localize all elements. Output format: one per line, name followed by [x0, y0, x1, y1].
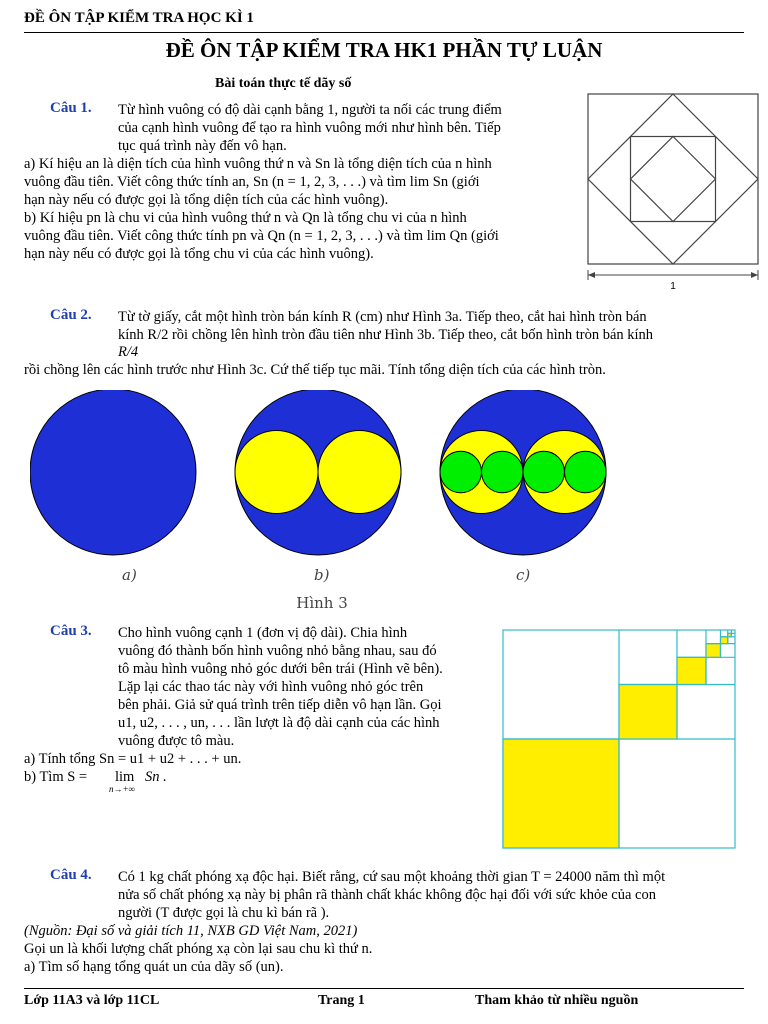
q3-line7: vuông được tô màu.: [118, 733, 235, 749]
q3-line6: u1, u2, . . . , un, . . . lần lượt là độ dài cạnh của các hình: [118, 715, 440, 731]
q1-a-line3: hạn này nếu có được gọi là tổng diện tích của các hình vuông).: [24, 192, 389, 208]
circle-a-big: [30, 390, 196, 555]
q4-line1: Có 1 kg chất phóng xạ độc hại. Biết rằng, cứ sau một khoảng thời gian T = 24000 năm thì một: [118, 869, 666, 885]
caption-c: c): [516, 566, 531, 584]
header-rule: [24, 32, 744, 33]
q3-b-lim: lim: [115, 769, 135, 785]
q3-b-suffix: Sn .: [145, 769, 167, 785]
q3-line5: bên phải. Giả sử quá trình trên tiếp diễn vô hạn lần. Gọi: [118, 697, 442, 713]
square-3: [631, 137, 716, 222]
shaded-square-5: [721, 637, 728, 644]
q3-line3: tô màu hình vuông nhỏ góc dưới bên trái (Hình vẽ bên).: [118, 661, 443, 677]
footer-left: Lớp 11A3 và lớp 11CL: [24, 993, 160, 1008]
fractal-squares-figure: [502, 629, 738, 851]
nested-squares-figure: [582, 92, 762, 292]
dimension-arrow-right: [751, 272, 758, 278]
shaded-square-1: [503, 739, 619, 848]
square-4: [631, 137, 716, 222]
caption-a: a): [122, 566, 137, 584]
q1-intro-line2: của cạnh hình vuông để tạo ra hình vuông mới như hình bên. Tiếp: [118, 120, 501, 136]
q3-line1: Cho hình vuông cạnh 1 (đơn vị độ dài). Chia hình: [118, 625, 408, 641]
circle-b-half-right: [318, 431, 401, 514]
q3-b-prefix: b) Tìm S =: [24, 769, 88, 785]
q2-label: Câu 2.: [50, 307, 92, 323]
shaded-square-4: [706, 644, 721, 658]
q4-source: (Nguồn: Đại số và giải tích 11, NXB GD Việt Nam, 2021): [24, 923, 358, 939]
q1-intro-line1: Từ hình vuông có độ dài cạnh bằng 1, người ta nối các trung điểm: [118, 102, 502, 118]
dimension-arrow-left: [588, 272, 595, 278]
q1-b-line2: vuông đầu tiên. Viết công thức tính pn và Qn (n = 1, 2, 3, . . .) và tìm lim Qn (giới: [24, 228, 499, 244]
q3-line4: Lặp lại các thao tác này với hình vuông nhỏ góc trên: [118, 679, 424, 695]
q3-label: Câu 3.: [50, 623, 92, 639]
caption-b: b): [314, 566, 330, 584]
square-1: [588, 94, 758, 264]
shaded-square-3: [677, 657, 706, 684]
q1-label: Câu 1.: [50, 100, 92, 116]
circle-c-quarter-1: [440, 451, 482, 493]
q1-intro-line3: tục quá trình này đến vô hạn.: [118, 138, 287, 154]
circles-figure: [30, 390, 620, 615]
section-subtitle: Bài toán thực tế dãy số: [215, 76, 352, 91]
q4-line6: a) Tìm số hạng tổng quát un của dãy số (un).: [24, 959, 284, 975]
circle-c-quarter-3: [523, 451, 565, 493]
q1-a-line1: a) Kí hiệu an là diện tích của hình vuông thứ n và Sn là tổng diện tích của n hình: [24, 156, 492, 172]
q4-line2: nửa số chất phóng xạ này bị phân rã thành chất khác không độc hại đối với sức khỏe của con: [118, 887, 656, 903]
dimension-label: 1: [670, 281, 676, 292]
q1-a-line2: vuông đầu tiên. Viết công thức tính an, Sn (n = 1, 2, 3, . . .) và tìm lim Sn (giới: [24, 174, 480, 190]
circle-b-half-left: [235, 431, 318, 514]
q2-line3: R/4: [118, 344, 139, 360]
circle-c-quarter-4: [565, 451, 607, 493]
q4-line3: người (T được gọi là chu kì bán rã ).: [118, 905, 330, 921]
figure-title: Hình 3: [296, 594, 348, 612]
page-title: ĐỀ ÔN TẬP KIỂM TRA HK1 PHẦN TỰ LUẬN: [165, 38, 603, 62]
footer-page: Trang 1: [318, 993, 365, 1008]
q4-line5: Gọi un là khối lượng chất phóng xạ còn lại sau chu kì thứ n.: [24, 941, 373, 957]
q3-a: a) Tính tổng Sn = u1 + u2 + . . . + un.: [24, 751, 242, 767]
footer-right: Tham khảo từ nhiều nguồn: [475, 993, 639, 1008]
footer-rule: [24, 988, 744, 989]
q4-label: Câu 4.: [50, 867, 92, 883]
q1-b-line1: b) Kí hiệu pn là chu vi của hình vuông thứ n và Qn là tổng chu vi của n hình: [24, 210, 467, 226]
q2-line2: kính R/2 rồi chồng lên hình tròn đầu tiên như Hình 3b. Tiếp theo, cắt bốn hình tròn bán kính: [118, 327, 654, 343]
square-2: [588, 94, 758, 264]
q1-b-line3: hạn này nếu có được gọi là tổng chu vi của các hình vuông).: [24, 246, 374, 262]
q2-line4: rồi chồng lên các hình trước như Hình 3c. Cứ thế tiếp tục mãi. Tính tổng diện tích của các hình tròn.: [24, 362, 606, 378]
q3-line2: vuông đó thành bốn hình vuông nhỏ bằng nhau, sau đó: [118, 643, 437, 659]
circle-c-quarter-2: [482, 451, 524, 493]
page-header: ĐỀ ÔN TẬP KIỂM TRA HỌC KÌ 1: [24, 10, 254, 26]
q2-line1: Từ tờ giấy, cắt một hình tròn bán kính R (cm) như Hình 3a. Tiếp theo, cắt hai hình tròn bán: [118, 309, 647, 325]
q3-b-lim-sub: n→+∞: [109, 784, 135, 794]
shaded-square-2: [619, 685, 677, 740]
